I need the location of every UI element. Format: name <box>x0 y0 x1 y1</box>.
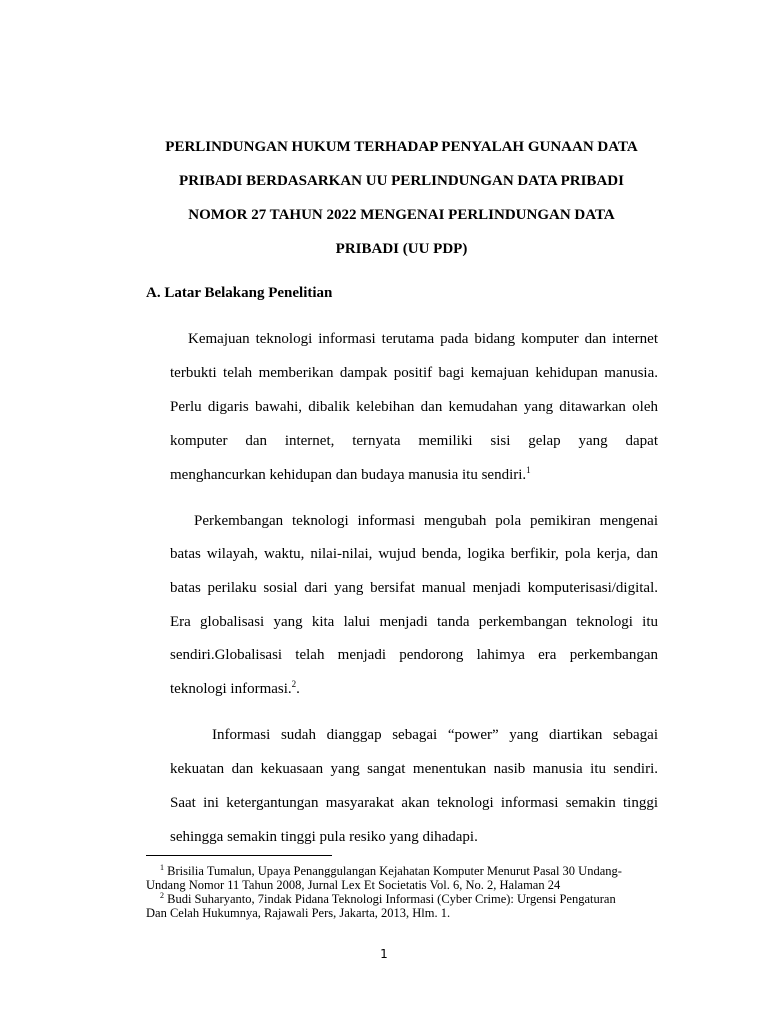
document-title-line-1: PERLINDUNGAN HUKUM TERHADAP PENYALAH GUNAAN DATA <box>165 139 638 155</box>
paragraph-1-line-3: Perlu digaris bawahi, dibalik kelebihan dan kemudahan yang ditawarkan oleh <box>170 399 658 415</box>
paragraph-2-line-3: batas perilaku sosial dari yang bersifat manual menjadi komputerisasi/digital. <box>170 580 658 596</box>
paragraph-3-line-3: Saat ini ketergantungan masyarakat akan teknologi informasi semakin tinggi <box>170 795 658 811</box>
paragraph-3-line-2: kekuatan dan kekuasaan yang sangat menentukan nasib manusia itu sendiri. <box>170 761 658 777</box>
paragraph-1-line-5 <box>170 466 658 484</box>
footnote-1-line-2: Undang Nomor 11 Tahun 2008, Jurnal Lex Et Societatis Vol. 6, No. 2, Halaman 24 <box>146 878 561 892</box>
paragraph-2-line-6-text: teknologi informasi. <box>170 681 292 697</box>
document-title-line-3: NOMOR 27 TAHUN 2022 MENGENAI PERLINDUNGAN DATA <box>188 207 615 223</box>
footnote-1-text-1: Brisilia Tumalun, Upaya Penanggulangan Kejahatan Komputer Menurut Pasal 30 Undang- <box>164 864 622 878</box>
footnote-1-line-1 <box>160 864 666 879</box>
footnote-1-mark: 1 <box>160 863 164 872</box>
paragraph-3-line-4: sehingga semakin tinggi pula resiko yang dihadapi. <box>170 829 478 845</box>
footnote-2-text-1: Budi Suharyanto, 7indak Pidana Teknologi Informasi (Cyber Crime): Urgensi Pengaturan <box>164 892 616 906</box>
paragraph-3-line-1: Informasi sudah dianggap sebagai “power” yang diartikan sebagai <box>212 727 658 743</box>
footnote-2-line-1 <box>160 892 666 907</box>
footnote-separator <box>146 855 332 856</box>
paragraph-2-line-1: Perkembangan teknologi informasi mengubah pola pemikiran mengenai <box>194 513 658 529</box>
footnote-reference-2: 2 <box>291 679 297 689</box>
paragraph-1-line-2: terbukti telah memberikan dampak positif bagi kemajuan kehidupan manusia. <box>170 365 658 381</box>
footnote-2-line-2: Dan Celah Hukumnya, Rajawali Pers, Jakarta, 2013, Hlm. 1. <box>146 906 451 920</box>
paragraph-2-trailing-period: . <box>296 681 300 697</box>
paragraph-1-line-1: Kemajuan teknologi informasi terutama pada bidang komputer dan internet <box>188 331 658 347</box>
footnote-2-mark: 2 <box>160 891 164 900</box>
paragraph-1-line-4: komputer dan internet, ternyata memiliki sisi gelap yang dapat <box>170 433 658 449</box>
document-title-line-2: PRIBADI BERDASARKAN UU PERLINDUNGAN DATA PRIBADI <box>179 173 624 189</box>
paragraph-2-line-5: sendiri.Globalisasi telah menjadi pendorong lahimya era perkembangan <box>170 647 658 663</box>
section-heading: A. Latar Belakang Penelitian <box>146 285 333 301</box>
paragraph-2-line-2: batas wilayah, waktu, nilai-nilai, wujud benda, logika berfikir, pola kerja, dan <box>170 546 658 562</box>
paragraph-2-line-4: Era globalisasi yang kita lalui menjadi tanda perkembangan teknologi itu <box>170 614 658 630</box>
document-title-line-4: PRIBADI (UU PDP) <box>335 241 468 257</box>
page-number: 1 <box>380 947 388 961</box>
paragraph-2-line-6 <box>170 680 658 698</box>
footnote-reference-1: 1 <box>526 465 531 475</box>
paragraph-1-line-5-text: menghancurkan kehidupan dan budaya manusia itu sendiri. <box>170 467 527 483</box>
